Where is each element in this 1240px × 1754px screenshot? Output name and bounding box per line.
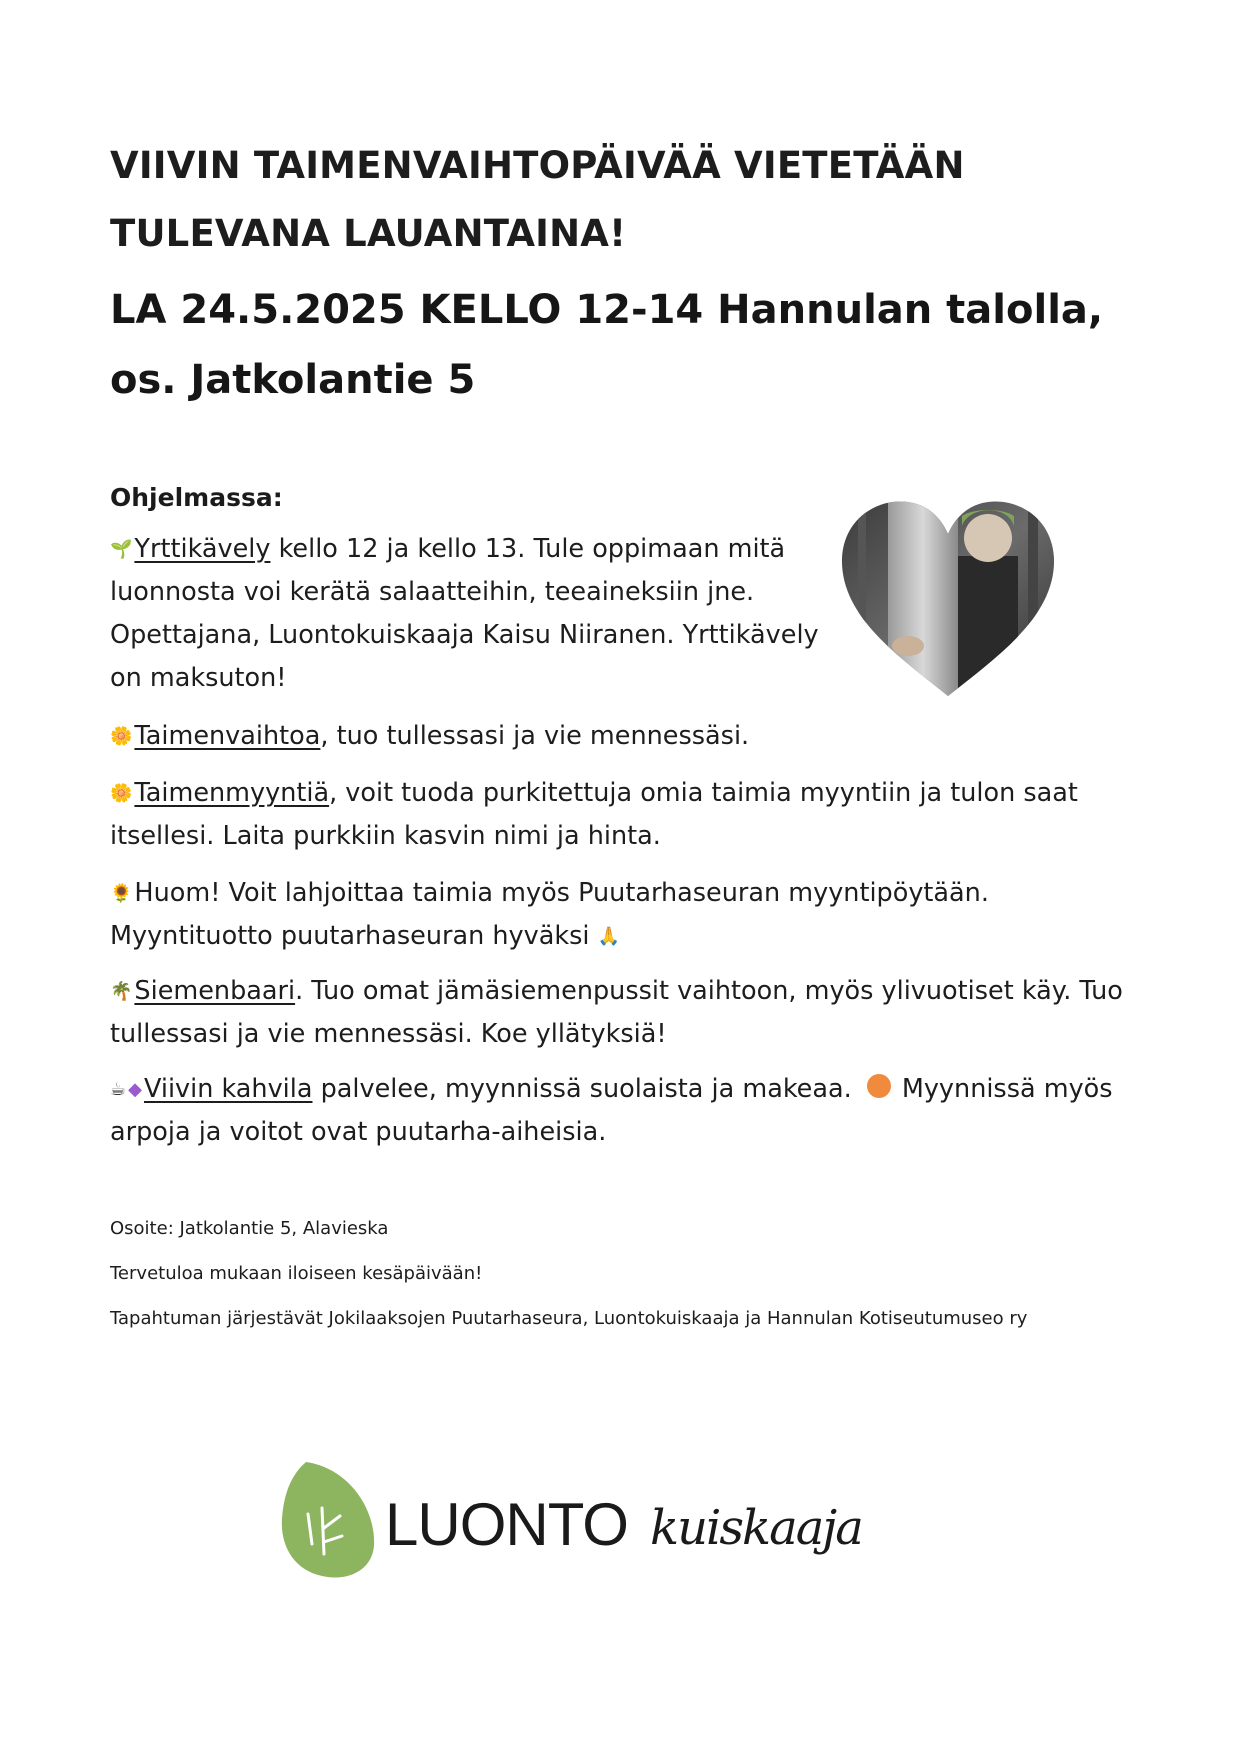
plant-swap-link[interactable]: Taimenvaihtoa <box>134 721 321 751</box>
welcome-text: Tervetuloa mukaan iloiseen kesäpäivään! <box>110 1263 483 1284</box>
logo-text-main: LUONTO <box>385 1491 628 1558</box>
sunflower-dark-icon: 🌻 <box>110 883 133 904</box>
seed-bar-link[interactable]: Siemenbaari <box>134 976 296 1006</box>
plant-swap-paragraph <box>110 715 749 758</box>
title-line-1: VIIVIN TAIMENVAIHTOPÄIVÄÄ VIETETÄÄN <box>110 144 965 187</box>
address-text: Osoite: Jatkolantie 5, Alavieska <box>110 1218 389 1239</box>
heart-photo <box>838 496 1058 704</box>
sunflower-icon: 🌼 <box>110 783 133 804</box>
herb-walk-text-1: kello 12 ja kello 13. Tule oppimaan mitä <box>270 534 786 564</box>
logo-text-script: kuiskaaja <box>650 1500 862 1556</box>
herb-walk-text-3: Opettajana, Luontokuiskaaja Kaisu Niiranen. Yrttikävely <box>110 620 819 650</box>
subtitle-line-1: LA 24.5.2025 KELLO 12-14 Hannulan talolla, <box>110 287 1104 333</box>
seed-bar-paragraph <box>110 970 1170 1056</box>
plant-swap-text: , tuo tullessasi ja vie mennessäsi. <box>320 721 750 751</box>
praying-hands-icon: 🙏 <box>597 926 621 947</box>
plant-sale-text-2: itsellesi. Laita purkkiin kasvin nimi ja hinta. <box>110 821 661 851</box>
donation-note-text-2: Myyntituotto puutarhaseuran hyväksi <box>110 921 590 951</box>
donation-note-paragraph <box>110 872 1140 958</box>
gem-icon: ◆ <box>128 1079 142 1100</box>
cafe-paragraph <box>110 1068 1170 1154</box>
event-date-location <box>110 275 1160 415</box>
organizers-text: Tapahtuman järjestävät Jokilaaksojen Puutarhaseura, Luontokuiskaaja ja Hannulan Kotiseutumuseo ry <box>110 1308 1028 1329</box>
potted-plant-icon: 🌴 <box>110 981 133 1002</box>
cafe-text-1: palvelee, myynnissä suolaista ja makeaa. <box>312 1074 852 1104</box>
subtitle-line-2: os. Jatkolantie 5 <box>110 357 476 403</box>
seed-bar-text-1: . Tuo omat jämäsiemenpussit vaihtoon, myös ylivuotiset käy. Tuo <box>295 976 1123 1006</box>
cafe-text-2: arpoja ja voitot ovat puutarha-aiheisia. <box>110 1117 607 1147</box>
donation-note-text-1: Huom! Voit lahjoittaa taimia myös Puutarhaseuran myyntipöytään. <box>134 878 989 908</box>
main-title <box>110 132 1110 268</box>
title-line-2: TULEVANA LAUANTAINA! <box>110 212 627 255</box>
leaf-logo-icon <box>278 1458 378 1583</box>
seedling-icon: 🌱 <box>110 539 133 560</box>
herb-walk-paragraph <box>110 528 830 700</box>
seed-bar-text-2: tullessasi ja vie mennessäsi. Koe yllätyksiä! <box>110 1019 667 1049</box>
cafe-link[interactable]: Viivin kahvila <box>143 1074 313 1104</box>
coffee-icon: ☕ <box>110 1079 127 1100</box>
cafe-text-after: Myynnissä myös <box>901 1074 1113 1104</box>
orange-circle-icon <box>866 1073 892 1099</box>
herb-walk-link[interactable]: Yrttikävely <box>134 534 271 564</box>
program-heading: Ohjelmassa: <box>110 483 283 512</box>
herb-walk-text-2: luonnosta voi kerätä salaatteihin, teeaineksiin jne. <box>110 577 755 607</box>
plant-sale-paragraph <box>110 772 1140 858</box>
herb-walk-text-4: on maksuton! <box>110 663 287 693</box>
plant-sale-text-1: , voit tuoda purkitettuja omia taimia myyntiin ja tulon saat <box>329 778 1078 808</box>
plant-sale-link[interactable]: Taimenmyyntiä <box>134 778 330 808</box>
sunflower-icon: 🌼 <box>110 726 133 747</box>
